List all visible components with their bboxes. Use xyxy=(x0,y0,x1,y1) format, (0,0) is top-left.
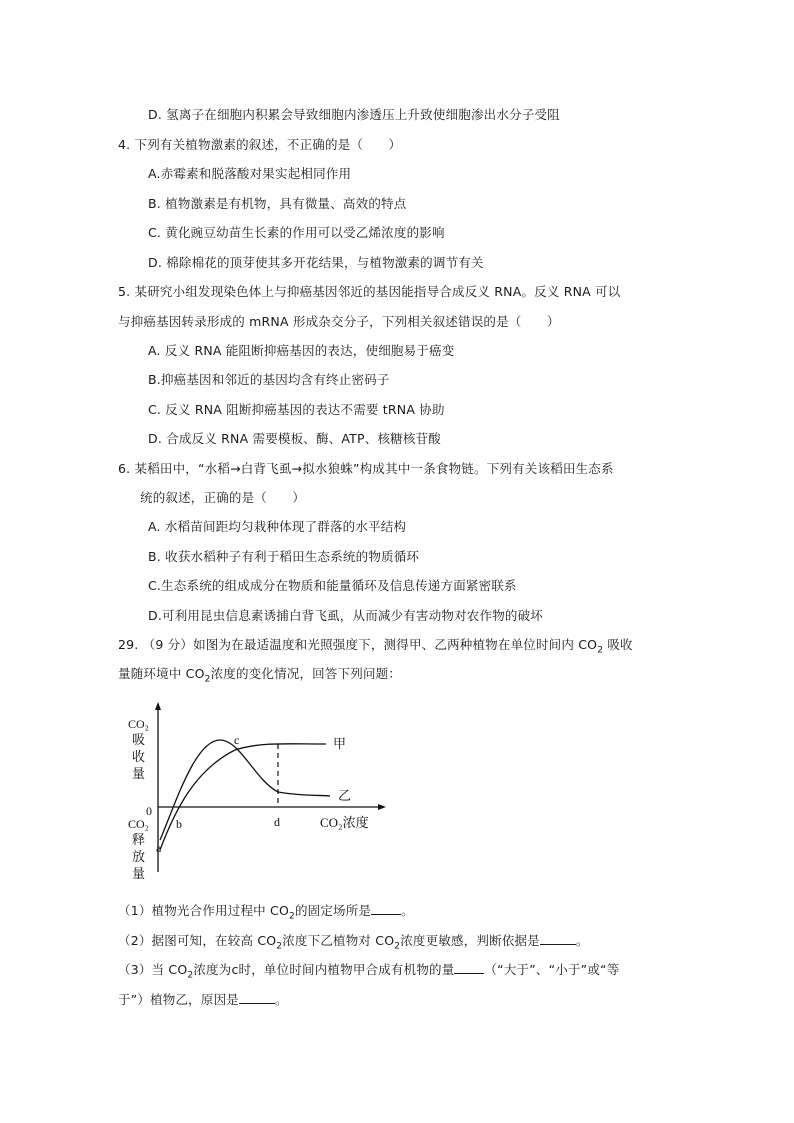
subscript: 2 xyxy=(597,645,604,656)
q5-option-a: A. 反义 RNA 能阻断抑癌基因的表达，使细胞易于癌变 xyxy=(148,343,455,358)
q6-option-a: A. 水稻苗间距均匀栽种体现了群落的水平结构 xyxy=(148,519,407,534)
answer-blank[interactable] xyxy=(239,991,275,1004)
q5-option-c: C. 反义 RNA 阻断抑癌基因的表达不需要 tRNA 协助 xyxy=(148,402,445,417)
series-jia-curve xyxy=(160,744,325,850)
q29-sub1-c: 。 xyxy=(401,903,414,918)
subscript: 2 xyxy=(204,674,211,685)
q29-sub1-b: 的固定场所是 xyxy=(294,903,372,918)
q29-sub2-d: 。 xyxy=(575,933,589,948)
q29-sub3-b: 浓度为c时，单位时间内植物甲合成有机物的量 xyxy=(193,962,455,977)
q29-sub2-b: 浓度下乙植物对 CO xyxy=(282,933,395,948)
q29-sub3-line1 xyxy=(118,961,620,981)
q5-option-b: B.抑癌基因和邻近的基因均含有终止密码子 xyxy=(148,372,390,387)
point-label-a: a xyxy=(156,841,162,855)
answer-blank[interactable] xyxy=(371,902,401,915)
x-axis-arrow xyxy=(378,804,386,810)
q6-stem-line2: 统的叙述，正确的是（ ） xyxy=(140,490,306,505)
q29-sub1 xyxy=(118,902,414,922)
y-label-bottom-0: CO₂ xyxy=(128,817,149,831)
y-label-top-3: 量 xyxy=(132,766,146,781)
q29-stem-line1-a: 29. （9 分）如图为在最适温度和光照强度下，测得甲、乙两种植物在单位时间内 CO xyxy=(118,637,598,652)
subscript: 2 xyxy=(276,941,283,952)
q29-sub2 xyxy=(118,932,589,952)
series-yi-curve xyxy=(160,740,330,840)
y-label-top-1: 吸 xyxy=(132,732,146,747)
legend-jia-label: 甲 xyxy=(333,736,347,751)
q5-option-d: D. 合成反义 RNA 需要模板、酶、ATP、核糖核苷酸 xyxy=(148,431,441,446)
q29-sub2-a: （2）据图可知，在较高 CO xyxy=(118,933,277,948)
q6-option-c: C.生态系统的组成成分在物质和能量循环及信息传递方面紧密联系 xyxy=(148,578,517,593)
subscript: 2 xyxy=(289,911,295,922)
point-label-d: d xyxy=(274,815,280,829)
q6-stem-line1: 6. 某稻田中，“水稻→白背飞虱→拟水狼蛛”构成其中一条食物链。下列有关该稻田生态系 xyxy=(118,461,614,476)
q29-stem-line2 xyxy=(118,666,402,685)
point-label-b: b xyxy=(176,817,182,831)
q29-sub3-e: 。 xyxy=(274,992,288,1007)
q29-stem-line2-b: 浓度的变化情况，回答下列问题： xyxy=(210,666,402,681)
co2-chart xyxy=(120,700,390,880)
q29-sub1-a: （1）植物光合作用过程中 CO xyxy=(118,903,289,918)
q29-stem-line1 xyxy=(118,637,633,656)
subscript: 2 xyxy=(187,970,194,981)
q6-option-d: D.可利用昆虫信息素诱捕白背飞虱，从而减少有害动物对农作物的破坏 xyxy=(148,608,543,623)
q29-stem-line2-a: 量随环境中 CO xyxy=(118,666,205,681)
q5-stem-line1: 5. 某研究小组发现染色体上与抑癌基因邻近的基因能指导合成反义 RNA。反义 RNA 可以 xyxy=(118,284,621,299)
q29-stem-line1-b: 吸收 xyxy=(607,637,633,652)
q29-sub3-line2 xyxy=(118,991,288,1008)
q4-stem: 4. 下列有关植物激素的叙述，不正确的是（ ） xyxy=(118,137,402,152)
q29-sub3-d: 于”）植物乙，原因是 xyxy=(118,992,239,1007)
q4-option-a: A.赤霉素和脱落酸对果实起相同作用 xyxy=(148,166,352,181)
q5-stem-line2: 与抑癌基因转录形成的 mRNA 形成杂交分子，下列相关叙述错误的是（ ） xyxy=(118,314,560,329)
y-axis-arrow xyxy=(155,702,161,710)
q4-option-d: D. 棉除棉花的顶芽使其多开花结果，与植物激素的调节有关 xyxy=(148,255,484,270)
y-label-top-0: CO₂ xyxy=(128,717,149,731)
q6-option-b: B. 收获水稻种子有利于稻田生态系统的物质循环 xyxy=(148,549,420,564)
legend-yi-label: 乙 xyxy=(338,788,352,803)
answer-blank[interactable] xyxy=(540,932,576,945)
origin-label: 0 xyxy=(146,804,152,818)
x-axis-label: CO₂浓度 xyxy=(320,815,369,830)
q29-sub2-c: 浓度更敏感，判断依据是 xyxy=(400,933,540,948)
y-label-bottom-2: 放 xyxy=(132,849,146,864)
subscript: 2 xyxy=(394,941,401,952)
q29-sub3-a: （3）当 CO xyxy=(118,962,188,977)
answer-blank[interactable] xyxy=(454,961,484,974)
q29-sub3-c: （“大于”、“小于”或“等 xyxy=(484,962,620,977)
y-label-bottom-1: 释 xyxy=(132,832,146,847)
point-label-c: c xyxy=(234,733,240,747)
q4-option-c: C. 黄化豌豆幼苗生长素的作用可以受乙烯浓度的影响 xyxy=(148,225,445,240)
y-label-top-2: 收 xyxy=(132,749,146,764)
q3-option-d: D. 氢离子在细胞内积累会导致细胞内渗透压上升致使细胞渗出水分子受阻 xyxy=(148,107,560,122)
y-label-bottom-3: 量 xyxy=(132,866,146,880)
q4-option-b: B. 植物激素是有机物，具有微量、高效的特点 xyxy=(148,196,407,211)
